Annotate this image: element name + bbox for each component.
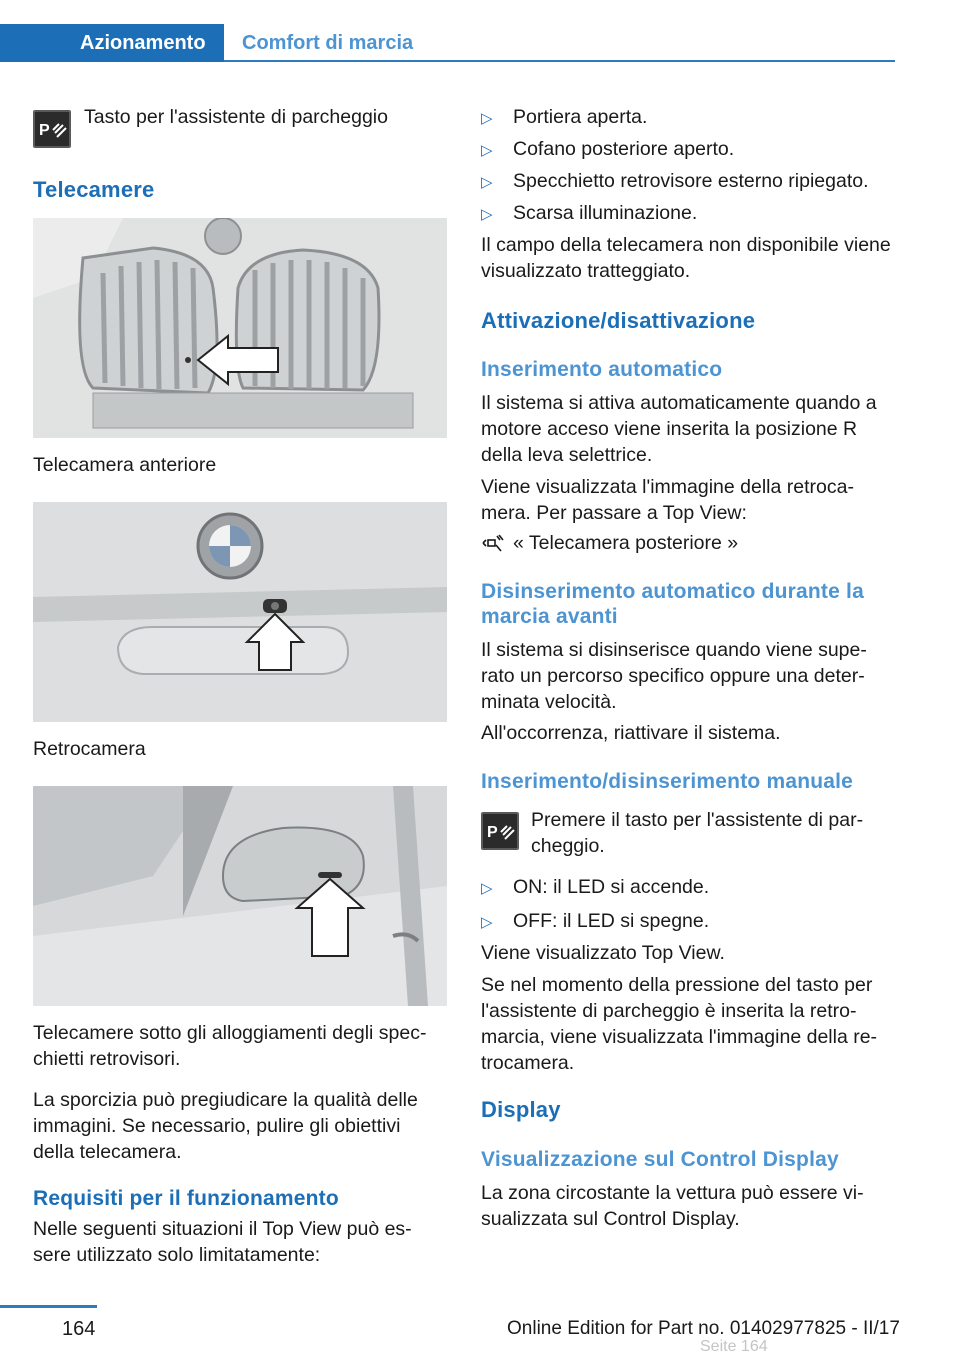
reverse-line4: trocamera. xyxy=(481,1052,575,1074)
auto-on-line2: motore acceso viene inserita la posizione R xyxy=(481,418,858,440)
camera-menu-icon xyxy=(481,533,505,553)
reverse-line2: l'assistente di parcheggio è inserita la retro- xyxy=(481,1000,857,1022)
svg-text:P: P xyxy=(487,824,498,841)
caption-rear-camera: Retrocamera xyxy=(33,738,146,760)
auto-off-line3: minata velocità. xyxy=(481,691,617,713)
heading-control-display: Visualizzazione sul Control Display xyxy=(481,1148,839,1171)
dirt-line3: della telecamera. xyxy=(33,1141,182,1163)
heading-manual: Inserimento/disinserimento manuale xyxy=(481,770,854,793)
bullet-triangle-icon: ▷ xyxy=(481,142,493,159)
parking-assistant-button-icon xyxy=(33,110,71,148)
press-line1: Premere il tasto per l'assistente di par- xyxy=(531,809,864,831)
caption-mirror-line2: chietti retrovisori. xyxy=(33,1048,181,1070)
footer-rule xyxy=(0,1305,97,1308)
bullet-item: Portiera aperta. xyxy=(513,106,648,128)
menu-item-rear-camera: « Telecamera posteriore » xyxy=(513,532,739,554)
caption-front-camera: Telecamera anteriore xyxy=(33,454,217,476)
field-line2: visualizzato tratteggiato. xyxy=(481,260,691,282)
front-camera-photo xyxy=(33,218,447,438)
heading-telecamere: Telecamere xyxy=(33,177,155,202)
watermark: Seite 164 xyxy=(700,1338,768,1355)
field-line1: Il campo della telecamera non disponibile viene xyxy=(481,234,891,256)
auto-off-line2: rato un percorso specifico oppure una deter- xyxy=(481,665,865,687)
dirt-line2: immagini. Se necessario, pulire gli obiettivi xyxy=(33,1115,401,1137)
display-image-line2: mera. Per passare a Top View: xyxy=(481,502,747,524)
display-image-line1: Viene visualizzata l'immagine della retroca- xyxy=(481,476,854,498)
parking-button-label: Tasto per l'assistente di parcheggio xyxy=(84,106,388,128)
bullet-item: Specchietto retrovisore esterno ripiegato. xyxy=(513,170,869,192)
heading-activation: Attivazione/disattivazione xyxy=(481,308,756,333)
bullet-item: Cofano posteriore aperto. xyxy=(513,138,735,160)
caption-mirror-line1: Telecamere sotto gli alloggiamenti degli spec- xyxy=(33,1022,427,1044)
bullet-triangle-icon: ▷ xyxy=(481,206,493,223)
press-line2: cheggio. xyxy=(531,835,605,857)
bullet-triangle-icon: ▷ xyxy=(481,174,493,191)
auto-on-line3: della leva selettrice. xyxy=(481,444,653,466)
bullet-triangle-icon: ▷ xyxy=(481,110,493,127)
heading-display: Display xyxy=(481,1097,561,1122)
auto-off-line1: Il sistema si disinserisce quando viene supe- xyxy=(481,639,867,661)
requirements-line1: Nelle seguenti situazioni il Top View può es- xyxy=(33,1218,412,1240)
requirements-line2: sere utilizzato solo limitatamente: xyxy=(33,1244,321,1266)
heading-requirements: Requisiti per il funzionamento xyxy=(33,1187,339,1210)
rear-camera-photo xyxy=(33,502,447,722)
heading-auto-off-line2: marcia avanti xyxy=(481,605,618,628)
heading-auto-off-line1: Disinserimento automatico durante la xyxy=(481,580,864,603)
cd-line2: sualizzata sul Control Display. xyxy=(481,1208,740,1230)
page-number: 164 xyxy=(62,1318,96,1340)
reverse-line3: marcia, viene visualizzata l'immagine della re- xyxy=(481,1026,878,1048)
reactivate-text: All'occorrenza, riattivare il sistema. xyxy=(481,722,781,744)
tab-comfort-di-marcia[interactable]: Comfort di marcia xyxy=(242,32,414,54)
mirror-camera-photo xyxy=(33,786,447,1006)
bullet-triangle-icon: ▷ xyxy=(481,880,493,897)
tab-azionamento[interactable]: Azionamento xyxy=(0,24,224,62)
dirt-line1: La sporcizia può pregiudicare la qualità delle xyxy=(33,1089,418,1111)
topview-shown: Viene visualizzato Top View. xyxy=(481,942,725,964)
reverse-line1: Se nel momento della pressione del tasto per xyxy=(481,974,873,996)
bullet-item: Scarsa illuminazione. xyxy=(513,202,698,224)
led-on-item: ON: il LED si accende. xyxy=(513,876,710,898)
cd-line1: La zona circostante la vettura può essere vi- xyxy=(481,1182,864,1204)
svg-text:P: P xyxy=(39,122,50,139)
auto-on-line1: Il sistema si attiva automaticamente quando a xyxy=(481,392,877,414)
parking-assistant-button-icon xyxy=(481,812,519,850)
heading-auto-on: Inserimento automatico xyxy=(481,358,723,381)
bullet-triangle-icon: ▷ xyxy=(481,914,493,931)
led-off-item: OFF: il LED si spegne. xyxy=(513,910,710,932)
edition-text: Online Edition for Part no. 01402977825 - II/17 xyxy=(507,1318,900,1339)
